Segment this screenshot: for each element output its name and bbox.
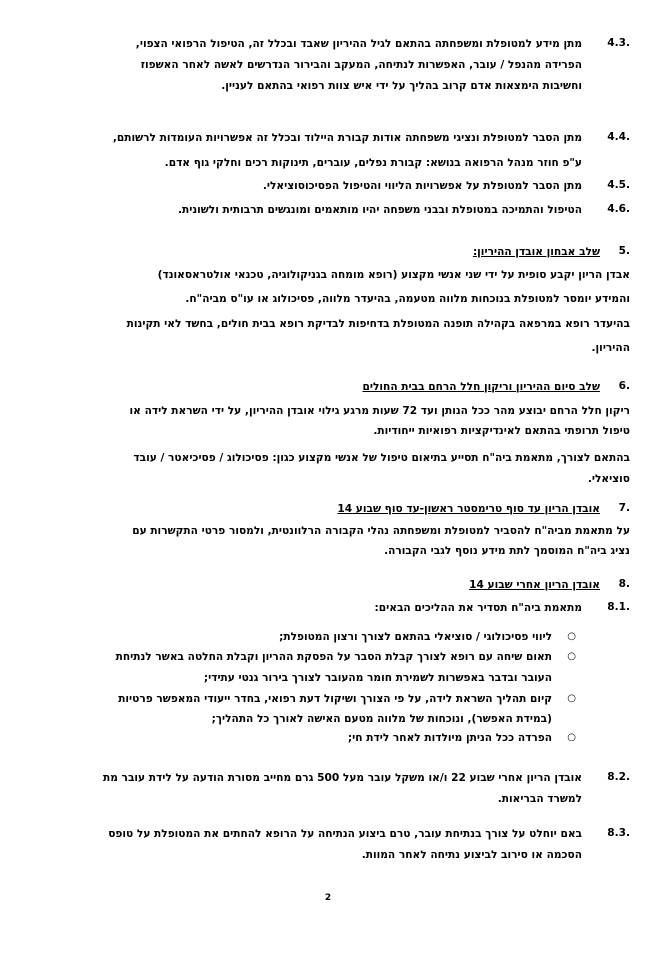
- section-title: אובדן הריון אחרי שבוע 14: [469, 579, 600, 591]
- page-number: 2: [324, 893, 332, 903]
- list-item: קיום תהליך השראת לידה, על פי הצורך ושיקול דעת רפואי, בחדר ייעודי המאפשר פרטיות: [118, 693, 552, 705]
- paragraph-line: מתן מידע למטופלת ומשפחתה בהתאם לגיל ההיריון שאבד ובכלל זה, הטיפול הרפואי הצפוי,: [135, 38, 582, 50]
- paragraph-line: סוציאלי.: [587, 473, 630, 485]
- paragraph-line: אבדן הריון יקבע סופית על ידי שני אנשי מקצוע (רופא מומחה בגניקולוגיה, טכנאי אולטראסאונד): [157, 269, 630, 281]
- list-item-continuation: העובר ובדבר באפשרות לשמירת חומר מהעובר לצורך בירור גנטי עתידי;: [203, 672, 552, 684]
- bullet-circle-icon: ○: [567, 651, 576, 662]
- paragraph-line: הטיפול והתמיכה במטופלת ובבני משפחה יהיו מותאמים ומונגשים תרבותית ולשונית.: [177, 204, 582, 216]
- list-item: ליווי פסיכולוגי / סוציאלי בהתאם לצורך ורצון המטופלת;: [279, 631, 552, 643]
- paragraph-line: בהתאם לצורך, מתאמת ביה"ח תסייע בתיאום טיפול של אנשי מקצוע כגון: פסיכולוג / פסיכיאטר / עובד: [133, 452, 630, 464]
- section-number: 8.: [618, 578, 630, 590]
- paragraph-line: הפרידה מהנפל / עובר, האפשרות לנתיחה, המעקב והבירור הנדרשים לאשה לאחר האשפוז: [140, 59, 582, 71]
- list-item-continuation: (במידת האפשר), ונוכחות של מלווה מטעם האישה לאורך כל התהליך;: [211, 713, 552, 725]
- paragraph-line: ההיריון.: [591, 342, 630, 354]
- paragraph-line: על מתאמת מביה"ח להסביר למטופלת ומשפחתה נהלי הקבורה הרלוונטית, ולמסור פרטי התקשרות עם: [132, 525, 630, 537]
- section-number: 4.3.: [607, 37, 630, 49]
- paragraph-line: אובדן הריון אחרי שבוע 22 ו/או משקל עובר מעל 500 גרם מחייב מסורת הודעה על לידת עובר מת: [102, 772, 582, 784]
- bullet-circle-icon: ○: [567, 732, 576, 743]
- section-title: שלב סיום ההיריון וריקון חלל הרחם בבית החולים: [362, 381, 600, 393]
- paragraph-line: והמידע יומסר למטופלת בנוכחות מלווה מטעמה, בהיעדר מלווה, פסיכולוג או עו"ס מביה"ח.: [185, 293, 630, 305]
- paragraph-line: למשרד הבריאות.: [497, 793, 582, 805]
- paragraph-line: באם יוחלט על צורך בנתיחת עובר, טרם ביצוע הנתיחה על הרופא להחתים את המטופלת על טופס: [108, 828, 582, 840]
- section-number: 6.: [618, 380, 630, 392]
- section-number: 4.4.: [607, 131, 630, 143]
- paragraph-line: בהיעדר רופא במרפאה בקהילה תופנה המטופלת בדחיפות לבדיקת רופא בבית חולים, בחשד לאי תקינות: [126, 318, 630, 330]
- section-number: 8.2.: [607, 771, 630, 783]
- paragraph-line: נציג ביה"ח המוסמך לתת מידע נוסף לגבי הקבורה.: [384, 545, 630, 557]
- bullet-circle-icon: ○: [567, 693, 576, 704]
- paragraph-line: הסכמה או סירוב לביצוע נתיחה לאחר המוות.: [361, 849, 582, 861]
- section-number: 5.: [618, 245, 630, 257]
- list-item: תאום שיחה עם רופא לצורך קבלת הסבר על הפסקת ההריון וקבלת החלטה באשר לנתיחת: [115, 651, 552, 663]
- paragraph-line: ע"פ חוזר מנהל הרפואה בנושא: קבורת נפלים, עוברים, תינוקות רכים וחלקי גוף אדם.: [164, 157, 582, 169]
- list-item: הפרדה ככל הניתן מיולדות לאחר לידת חי;: [347, 732, 552, 744]
- section-number: 4.5.: [607, 179, 630, 191]
- section-number: 8.1.: [607, 601, 630, 613]
- paragraph-line: מתן הסבר למטופלת ונציגי משפחתה אודות קבורת היילוד ובכלל זה אפשרויות העומדות לרשותם,: [112, 132, 582, 144]
- paragraph-line: וחשיבות הימצאות אדם קרוב בהליך על ידי איש צוות רפואי בהתאם לעניין.: [221, 80, 582, 92]
- section-number: 8.3.: [607, 827, 630, 839]
- paragraph-line: מתן הסבר למטופלת על אפשרויות הליווי והטיפול הפסיכוסוציאלי.: [262, 180, 582, 192]
- bullet-circle-icon: ○: [567, 631, 576, 642]
- paragraph-line: מתאמת ביה"ח תסדיר את ההליכים הבאים:: [374, 602, 582, 614]
- section-title: שלב אבחון אובדן ההיריון:: [472, 246, 600, 258]
- section-title: אובדן הריון עד סוף טרימסטר ראשון-עד סוף שבוע 14: [337, 503, 600, 515]
- section-number: 4.6.: [607, 203, 630, 215]
- paragraph-line: ריקון חלל הרחם יבוצע מהר ככל הנותן ועד 72 שעות מרגע גילוי אובדן ההיריון, על ידי השראת לידה או: [129, 405, 630, 417]
- section-number: 7.: [618, 502, 630, 514]
- paragraph-line: טיפול תרופתי בהתאם לאינדיקציות רפואיות ייחודיות.: [373, 425, 630, 437]
